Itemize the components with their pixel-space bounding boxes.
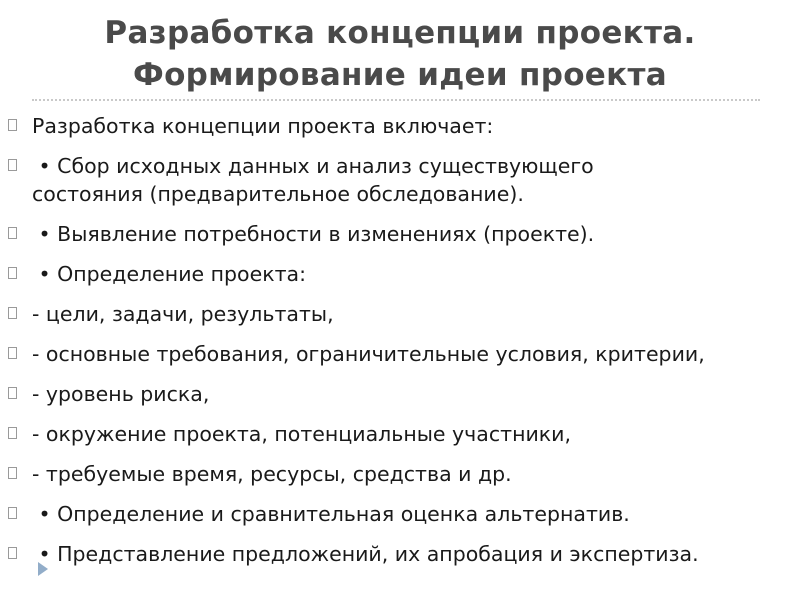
bullet-marker-icon — [8, 387, 17, 399]
list-item-text: • Определение проекта: — [32, 262, 307, 286]
bullet-list — [0, 112, 800, 580]
list-item-text: • Определение и сравнительная оценка альтернатив. — [32, 502, 630, 526]
bullet-marker-icon — [8, 119, 17, 131]
slide-title — [0, 12, 800, 96]
bullet-marker-icon — [8, 507, 17, 519]
list-item — [0, 340, 800, 368]
slide-title-line-2: Формирование идеи проекта — [133, 57, 667, 93]
list-item — [0, 152, 800, 208]
list-item-text: Разработка концепции проекта включает: — [32, 114, 494, 138]
bullet-marker-icon — [8, 307, 17, 319]
bullet-marker-icon — [8, 547, 17, 559]
list-item — [0, 420, 800, 448]
list-item — [0, 300, 800, 328]
bullet-marker-icon — [8, 347, 17, 359]
list-item-text: • Сбор исходных данных и анализ существующего состояния (предварительное обследование). — [32, 154, 594, 206]
list-item-text: • Выявление потребности в изменениях (проекте). — [32, 222, 595, 246]
list-item — [0, 500, 800, 528]
slide-nav-arrow-icon[interactable] — [38, 562, 48, 576]
bullet-marker-icon — [8, 467, 17, 479]
list-item-text: - цели, задачи, результаты, — [32, 302, 334, 326]
list-item — [0, 380, 800, 408]
slide-title-line-1: Разработка концепции проекта. — [104, 15, 696, 51]
list-item-text: - окружение проекта, потенциальные участники, — [32, 422, 572, 446]
bullet-marker-icon — [8, 267, 17, 279]
title-divider — [32, 99, 760, 101]
list-item — [0, 540, 800, 568]
list-item — [0, 220, 800, 248]
list-item-text: - основные требования, ограничительные условия, критерии, — [32, 342, 705, 366]
bullet-marker-icon — [8, 427, 17, 439]
list-item — [0, 112, 800, 140]
bullet-marker-icon — [8, 159, 17, 171]
list-item-text: - уровень риска, — [32, 382, 210, 406]
list-item-text: • Представление предложений, их апробация и экспертиза. — [32, 542, 699, 566]
list-item — [0, 460, 800, 488]
bullet-marker-icon — [8, 227, 17, 239]
list-item — [0, 260, 800, 288]
list-item-text: - требуемые время, ресурсы, средства и др. — [32, 462, 512, 486]
